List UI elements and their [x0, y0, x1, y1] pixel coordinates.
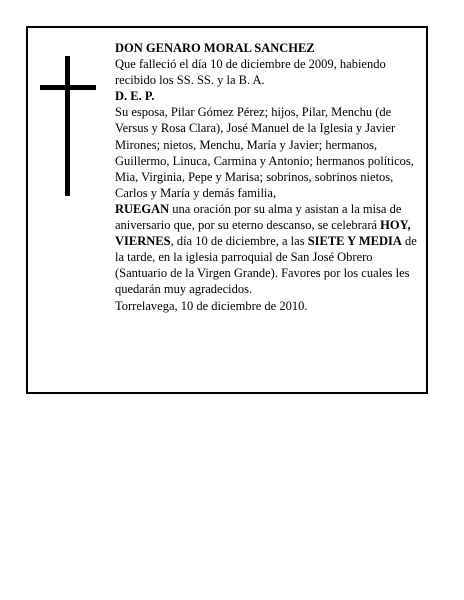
rip-line: D. E. P.	[115, 89, 155, 104]
deceased-name: DON GENARO MORAL SANCHEZ	[115, 41, 315, 55]
obituary-text	[115, 40, 421, 314]
time-bold: SIETE Y MEDIA	[307, 234, 402, 249]
family-list: Su esposa, Pilar Gómez Pérez; hijos, Pilar, Menchu (de Versus y Rosa Clara), José Manuel de la Iglesia y Javier Mirones; nietos, Menchu, María y Javier; hermanos, Guillermo, Linuca, Carmina y Antonio; hermanos políticos, Mia, Virginia, Pepe y Marisa; sobrinos, sobrinos nietos, Carlos y María y demás familia,	[115, 105, 414, 200]
request-text-1: una oración por su alma y asistan a la misa de aniversario que, por su eterno descanso, se celebrará	[115, 201, 402, 233]
death-info: Que falleció el día 10 de diciembre de 2009, habiendo recibido los SS. SS. y la B. A.	[115, 57, 386, 88]
request-text-2: , día 10 de diciembre, a las	[170, 234, 308, 249]
obituary-frame	[26, 26, 428, 394]
place-date: Torrelavega, 10 de diciembre de 2010.	[115, 298, 308, 313]
request-word: RUEGAN	[115, 201, 170, 216]
day-bold: HOY, VIERNES	[115, 218, 411, 249]
cross-horizontal-bar	[40, 85, 96, 90]
request-text-3: de la tarde, en la iglesia parroquial de San José Obrero (Santuario de la Virgen Grande). Favores por los cuales les quedarán muy agradecidos.	[115, 234, 417, 297]
request-paragraph	[115, 201, 421, 298]
cross-vertical-bar	[65, 56, 70, 196]
